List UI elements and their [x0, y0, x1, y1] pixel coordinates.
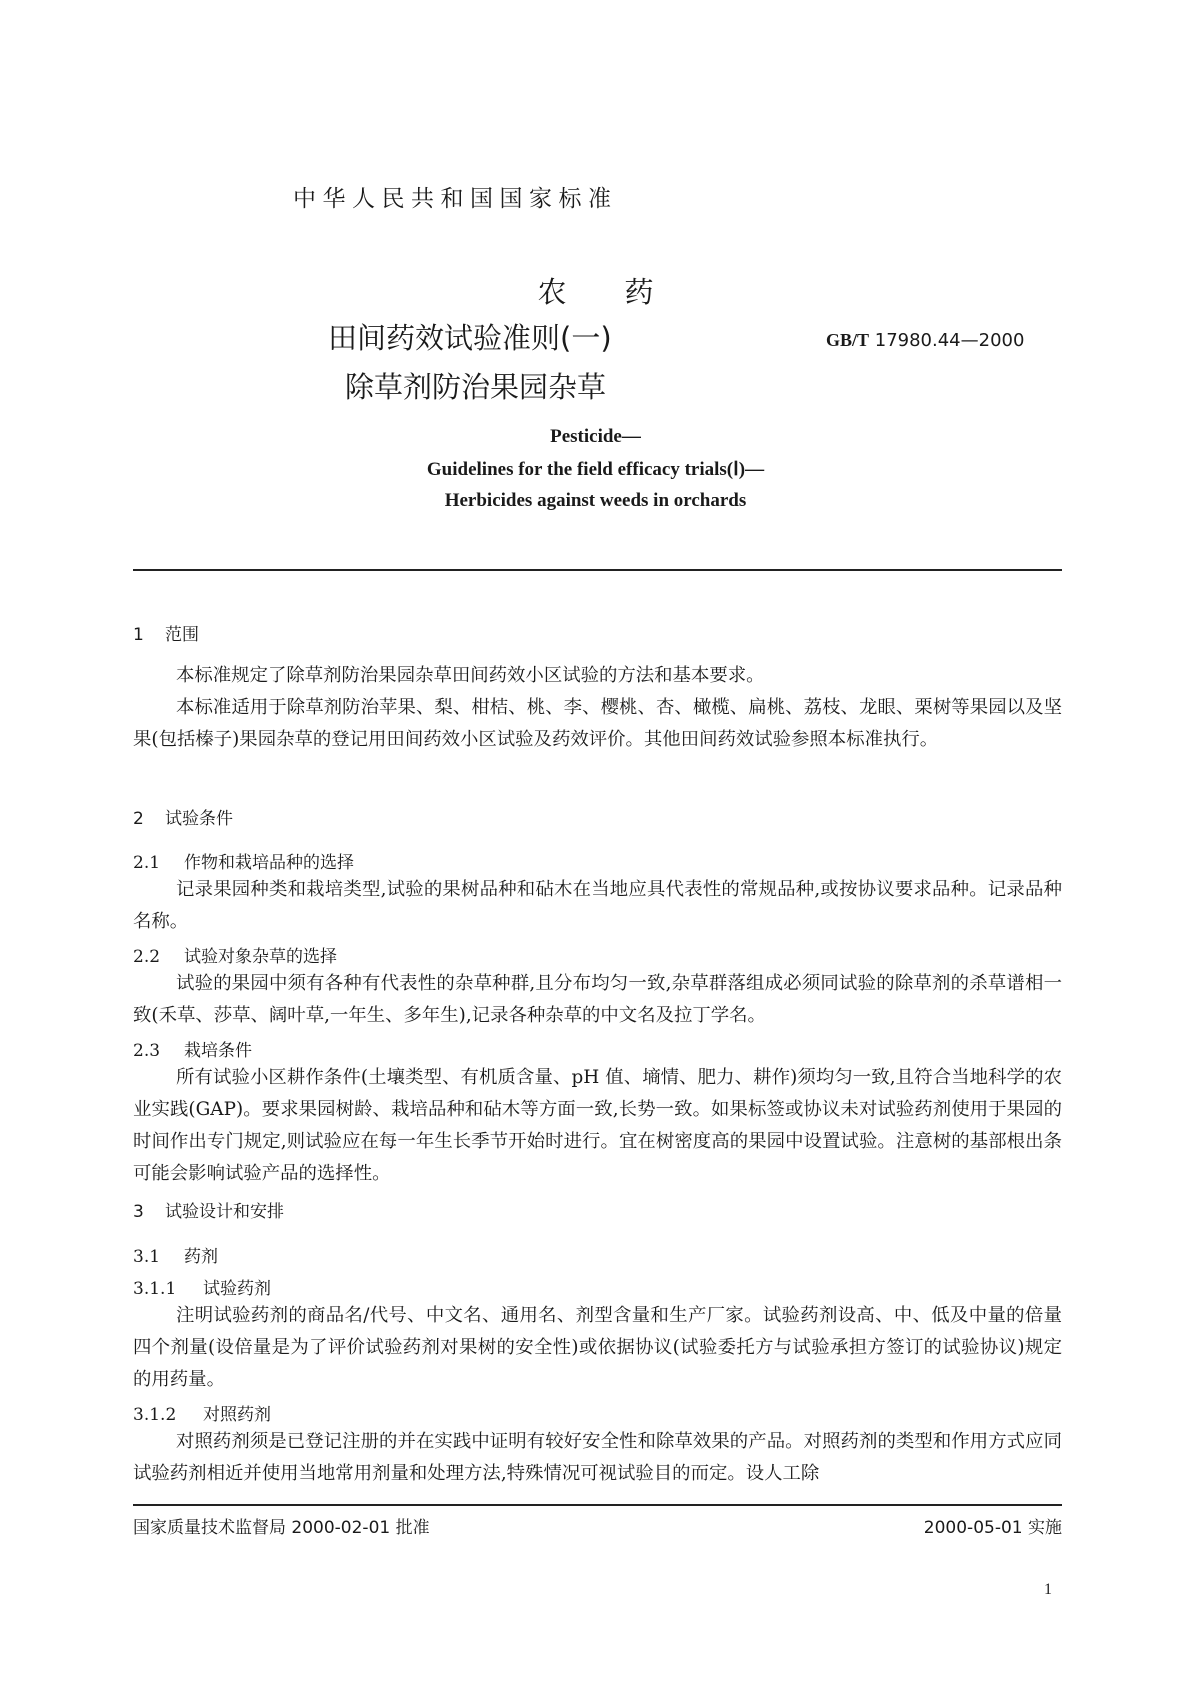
section-3-1-1-heading: 3.1.1 试验药剂 — [133, 1279, 271, 1299]
title-word-2: 药 — [624, 275, 654, 309]
section-2-heading: 2 试验条件 — [133, 809, 233, 829]
header-divider — [133, 569, 1062, 571]
section-2-3-paragraph: 所有试验小区耕作条件(土壤类型、有机质含量、pH 值、墒情、肥力、耕作)须均匀一致,且符合当地科学的农业实践(GAP)。要求果园树龄、栽培品种和砧木等方面一致,长势一致。如果标签或协议未对试验药剂使用于果园的时间作出专门规定,则试验应在每一年生长季节开始时进行。宜在树密度高的果园中设置试验。注意树的基部根出条可能会影响试验产品的选择性。 — [133, 1067, 1062, 1184]
footer-divider — [133, 1504, 1062, 1506]
section-3-1-2-paragraph: 对照药剂须是已登记注册的并在实践中证明有较好安全性和除草效果的产品。对照药剂的类型和作用方式应同试验药剂相近并使用当地常用剂量和处理方法,特殊情况可视试验目的而定。设人工除 — [133, 1431, 1062, 1484]
section-3-1-2-heading: 3.1.2 对照药剂 — [133, 1405, 271, 1425]
title-line-3: 除草剂防治果园杂草 — [345, 370, 607, 404]
section-1-heading: 1 范围 — [133, 625, 199, 645]
section-3-1-heading: 3.1 药剂 — [133, 1247, 218, 1267]
title-line-2: 田间药效试验准则(一) — [328, 321, 612, 355]
english-title-line-1: Pesticide— — [550, 426, 641, 447]
standard-number — [826, 330, 1024, 351]
implementation-date: 2000-05-01 实施 — [923, 1518, 1062, 1538]
section-2-2-paragraph: 试验的果园中须有各种有代表性的杂草种群,且分布均匀一致,杂草群落组成必须同试验的除草剂的杀草谱相一致(禾草、莎草、阔叶草,一年生、多年生),记录各种杂草的中文名及拉丁学名。 — [133, 973, 1062, 1026]
title-word-1: 农 — [537, 275, 567, 309]
standard-prefix: GB/T — [826, 330, 870, 350]
english-title-line-2: Guidelines for the field efficacy trials(Ⅰ)— — [426, 459, 765, 480]
section-3-1-1-paragraph: 注明试验药剂的商品名/代号、中文名、通用名、剂型含量和生产厂家。试验药剂设高、中、低及中量的倍量四个剂量(设倍量是为了评价试验药剂对果树的安全性)或依据协议(试验委托方与试验承担方签订的试验协议)规定的用药量。 — [133, 1305, 1062, 1390]
section-2-1-paragraph: 记录果园种类和栽培类型,试验的果树品种和砧木在当地应具代表性的常规品种,或按协议要求品种。记录品种名称。 — [133, 879, 1062, 932]
english-title-line-3: Herbicides against weeds in orchards — [444, 490, 747, 511]
approval-date: 国家质量技术监督局 2000-02-01 批准 — [133, 1518, 430, 1538]
section-1-paragraph-2: 本标准适用于除草剂防治苹果、梨、柑桔、桃、李、樱桃、杏、橄榄、扁桃、荔枝、龙眼、栗树等果园以及坚果(包括榛子)果园杂草的登记用田间药效小区试验及药效评价。其他田间药效试验参照本标准执行。 — [133, 697, 1062, 750]
page-number: 1 — [1044, 1581, 1052, 1598]
section-2-3-heading: 2.3 栽培条件 — [133, 1041, 252, 1061]
national-standard-label: 中华人民共和国国家标准 — [293, 186, 618, 212]
section-1-paragraph-1: 本标准规定了除草剂防治果园杂草田间药效小区试验的方法和基本要求。 — [176, 665, 765, 686]
section-3-heading: 3 试验设计和安排 — [133, 1202, 284, 1222]
title-line-1 — [0, 270, 1191, 311]
section-2-2-heading: 2.2 试验对象杂草的选择 — [133, 947, 337, 967]
section-2-1-heading: 2.1 作物和栽培品种的选择 — [133, 853, 354, 873]
standard-code: 17980.44—2000 — [874, 330, 1025, 351]
